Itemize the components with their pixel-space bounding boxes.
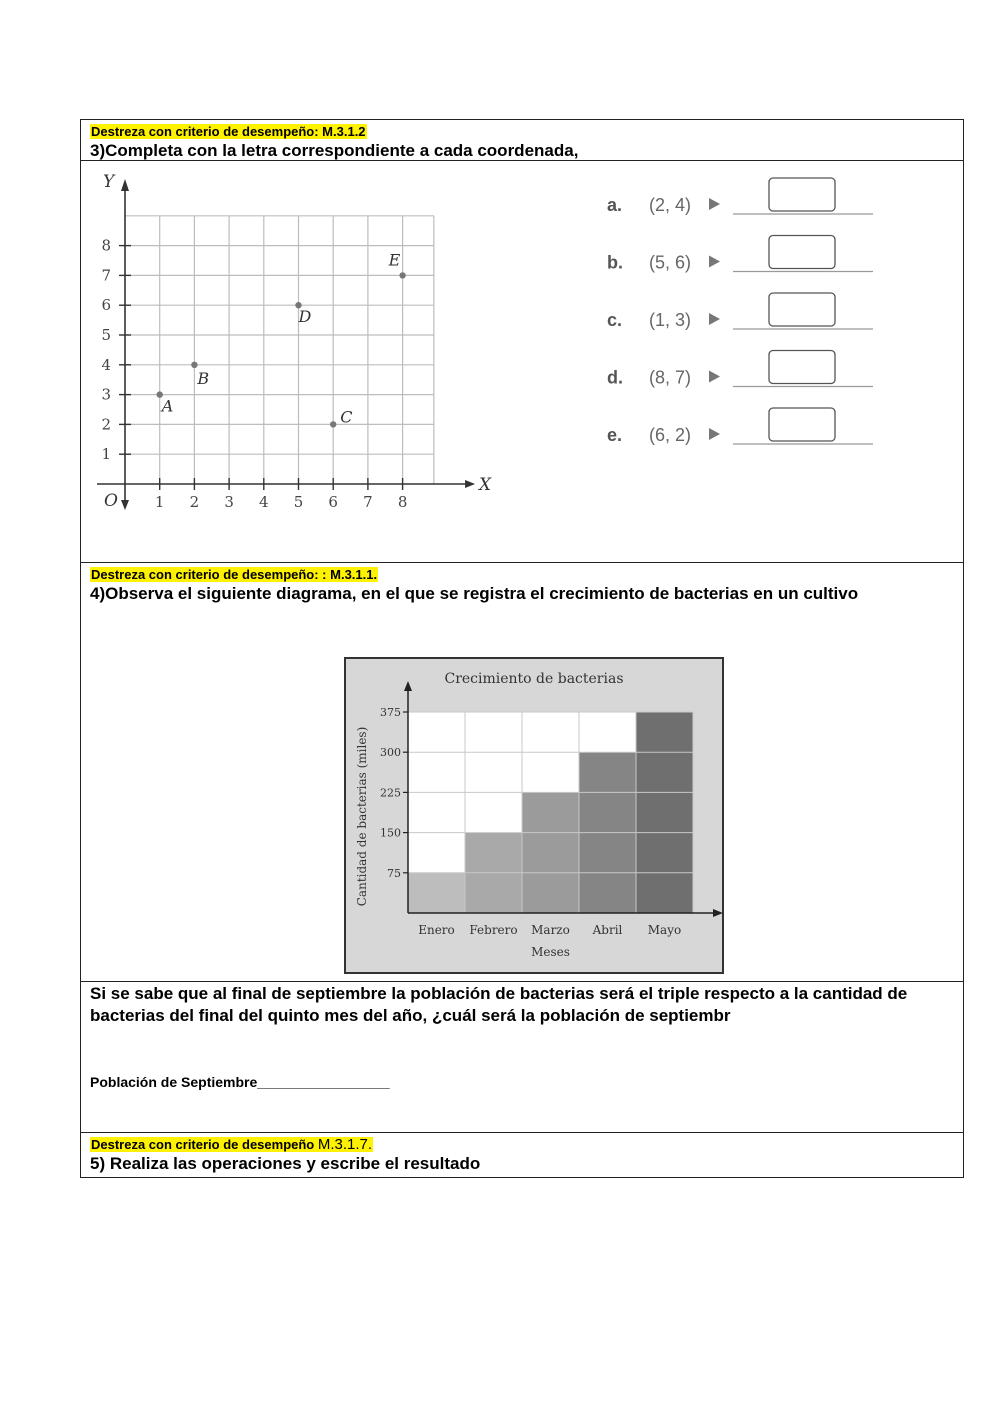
- x-tick-label: 4: [259, 493, 269, 511]
- coordinate-plane: [91, 167, 511, 527]
- x-axis-label: Meses: [531, 945, 570, 959]
- y-tick-label: 4: [101, 355, 111, 374]
- arrow-icon: [709, 428, 720, 440]
- arrow-icon: [709, 371, 720, 383]
- item-letter: d.: [607, 367, 623, 388]
- arrow-icon: [709, 198, 720, 210]
- point-label-d: D: [298, 307, 312, 327]
- bar-mayo: [636, 712, 693, 913]
- x-tick-label: 7: [363, 493, 373, 511]
- point-label-e: E: [388, 250, 401, 270]
- x-tick-label: 8: [397, 493, 408, 511]
- y-axis-arrow: [121, 179, 129, 191]
- y-axis-down-arrow: [121, 500, 129, 510]
- answer-box[interactable]: [769, 236, 835, 269]
- q3-header: [81, 120, 963, 161]
- item-coordinate: (8, 7): [649, 367, 692, 388]
- worksheet: [80, 119, 964, 1178]
- items-svg: [603, 175, 903, 465]
- q3-criterion: Destreza con criterio de desempeño: M.3.1.2: [91, 124, 366, 139]
- x-tick-label: 6: [328, 493, 338, 511]
- origin-label: O: [104, 491, 118, 511]
- point-b: [191, 362, 197, 368]
- item-coordinate: (2, 4): [649, 195, 692, 215]
- item-letter: b.: [607, 252, 623, 273]
- answer-box[interactable]: [769, 408, 835, 441]
- q4-title: 4)Observa el siguiente diagrama, en el que se registra el crecimiento de bacterias en un cultivo: [90, 584, 859, 603]
- answer-box[interactable]: [769, 178, 835, 211]
- x-tick-label: Marzo: [531, 923, 570, 937]
- x-tick-label: Enero: [418, 923, 455, 937]
- point-label-b: B: [197, 368, 210, 388]
- x-axis-label: X: [479, 475, 492, 495]
- q5-criterion: [90, 1137, 373, 1152]
- q4-question-section: [81, 982, 963, 1133]
- item-letter: a.: [607, 195, 623, 215]
- september-answer-line[interactable]: Población de Septiembre_________________: [90, 1074, 390, 1090]
- point-e: [399, 272, 405, 278]
- point-label-a: A: [161, 396, 174, 416]
- item-letter: c.: [607, 310, 623, 330]
- q5-title: 5) Realiza las operaciones y escribe el resultado: [90, 1154, 481, 1173]
- bar-marzo: [522, 792, 579, 913]
- x-tick-label: 2: [189, 493, 200, 511]
- x-tick-label: Febrero: [469, 923, 518, 937]
- q3-title: 3)Completa con la letra correspondiente a cada coordenada,: [90, 141, 579, 160]
- y-tick-label: 225: [380, 786, 401, 800]
- bacteria-chart: [344, 657, 724, 974]
- y-tick-label: 3: [101, 385, 111, 404]
- arrow-icon: [709, 313, 720, 325]
- y-tick-label: 5: [101, 326, 111, 344]
- y-tick-label: 75: [387, 866, 401, 880]
- y-tick-label: 150: [380, 826, 401, 840]
- y-tick-label: 375: [380, 706, 401, 719]
- x-axis-arrow: [465, 480, 475, 488]
- q4-criterion: Destreza con criterio de desempeño: : M.3.1.1.: [91, 567, 378, 582]
- answer-box[interactable]: [769, 293, 835, 326]
- answer-box[interactable]: [769, 351, 835, 384]
- y-tick-label: 1: [101, 445, 111, 464]
- q4-section: [81, 563, 963, 982]
- point-c: [330, 421, 336, 427]
- arrow-icon: [709, 256, 720, 268]
- coordinate-items: [603, 175, 903, 469]
- item-letter: e.: [607, 425, 623, 445]
- q3-body: [81, 161, 963, 563]
- x-tick-label: Mayo: [647, 923, 682, 937]
- y-tick-label: 300: [380, 746, 401, 760]
- x-tick-label: Abril: [592, 923, 623, 937]
- y-tick-label: 6: [101, 296, 111, 315]
- x-tick-label: 1: [154, 493, 165, 511]
- y-tick-label: 2: [101, 415, 111, 434]
- q5-header: [81, 1133, 963, 1177]
- x-tick-label: 5: [293, 493, 304, 511]
- q5-criterion-text: Destreza con criterio de desempeño: [91, 1137, 315, 1152]
- y-axis-label: Cantidad de bacterias (miles): [355, 726, 369, 907]
- q5-criterion-code: M.3.1.7.: [317, 1136, 373, 1153]
- point-label-c: C: [340, 407, 353, 427]
- item-coordinate: (5, 6): [649, 252, 692, 273]
- x-tick-label: 3: [224, 493, 234, 511]
- item-coordinate: (6, 2): [649, 425, 692, 445]
- y-tick-label: 8: [101, 236, 111, 255]
- q4-question: Si se sabe que al final de septiembre la población de bacterias será el triple respecto a la cantidad de bacterias del final del quinto mes del año, ¿cuál será la población de septiembr: [90, 984, 908, 1025]
- chart-title: Crecimiento de bacterias: [444, 671, 624, 687]
- item-coordinate: (1, 3): [649, 310, 692, 330]
- bar-enero: [408, 873, 465, 913]
- y-tick-label: 7: [101, 266, 111, 285]
- y-axis-label: Y: [103, 172, 115, 192]
